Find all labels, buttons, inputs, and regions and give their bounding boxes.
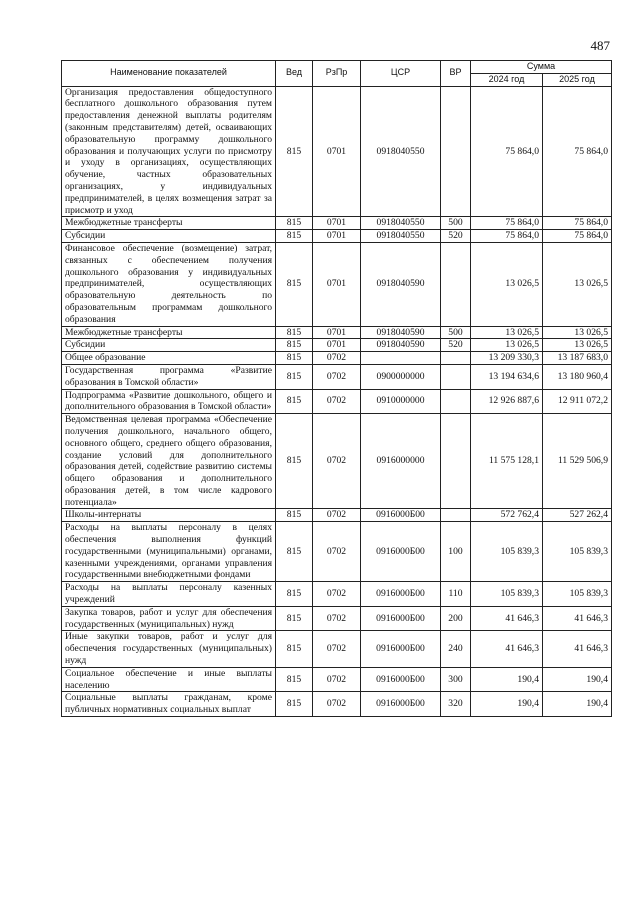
table-row — [62, 242, 612, 326]
table-row — [62, 509, 612, 522]
row-vr: 300 — [441, 667, 471, 692]
row-sum-2024: 13 026,5 — [471, 326, 543, 339]
header-csr: ЦСР — [361, 61, 441, 87]
row-name: Ведомственная целевая программа «Обеспечение получения дошкольного, начального общего, основного общего, среднего общего образования, создание условий для дополнительного образования детей, содействие развитию системы общего образования и дополнительного образования детей, в том числе кадрового потенциала» — [62, 414, 276, 509]
row-sum-2025: 13 026,5 — [543, 242, 612, 326]
header-ved: Вед — [276, 61, 313, 87]
row-vr: 520 — [441, 339, 471, 352]
row-name: Расходы на выплаты персоналу казенных учреждений — [62, 582, 276, 607]
row-name: Государственная программа «Развитие образования в Томской области» — [62, 364, 276, 389]
row-ved: 815 — [276, 692, 313, 717]
row-sum-2024: 41 646,3 — [471, 606, 543, 631]
row-ved: 815 — [276, 667, 313, 692]
row-rzpr: 0702 — [313, 389, 361, 414]
row-rzpr: 0702 — [313, 522, 361, 582]
row-sum-2025: 190,4 — [543, 667, 612, 692]
row-sum-2025: 190,4 — [543, 692, 612, 717]
row-csr: 0916000Б00 — [361, 606, 441, 631]
table-row — [62, 522, 612, 582]
row-name: Иные закупки товаров, работ и услуг для обеспечения государственных (муниципальных) нужд — [62, 631, 276, 667]
row-rzpr: 0702 — [313, 509, 361, 522]
row-sum-2025: 527 262,4 — [543, 509, 612, 522]
row-vr: 200 — [441, 606, 471, 631]
header-rzpr: РзПр — [313, 61, 361, 87]
row-vr — [441, 389, 471, 414]
row-sum-2025: 11 529 506,9 — [543, 414, 612, 509]
row-name: Межбюджетные трансферты — [62, 326, 276, 339]
row-sum-2025: 13 026,5 — [543, 339, 612, 352]
row-name: Социальное обеспечение и иные выплаты населению — [62, 667, 276, 692]
row-vr: 100 — [441, 522, 471, 582]
row-sum-2024: 190,4 — [471, 667, 543, 692]
row-sum-2025: 75 864,0 — [543, 86, 612, 217]
row-name: Субсидии — [62, 230, 276, 243]
row-rzpr: 0702 — [313, 692, 361, 717]
row-name: Общее образование — [62, 352, 276, 365]
row-ved: 815 — [276, 364, 313, 389]
row-csr: 0918040550 — [361, 217, 441, 230]
table-header — [62, 61, 612, 87]
row-name: Социальные выплаты гражданам, кроме публичных нормативных социальных выплат — [62, 692, 276, 717]
row-name: Финансовое обеспечение (возмещение) затрат, связанных с обеспечением получения дошкольного образования у индивидуальных предпринимателей, осуществляющих образовательную деятельность по образовательным программам дошкольного образования — [62, 242, 276, 326]
row-rzpr: 0701 — [313, 86, 361, 217]
row-ved: 815 — [276, 509, 313, 522]
row-vr — [441, 414, 471, 509]
row-name: Закупка товаров, работ и услуг для обеспечения государственных (муниципальных) нужд — [62, 606, 276, 631]
row-csr: 0918040590 — [361, 326, 441, 339]
row-vr — [441, 364, 471, 389]
row-csr: 0910000000 — [361, 389, 441, 414]
table-row — [62, 364, 612, 389]
row-sum-2025: 75 864,0 — [543, 217, 612, 230]
row-vr: 500 — [441, 326, 471, 339]
row-sum-2024: 11 575 128,1 — [471, 414, 543, 509]
row-ved: 815 — [276, 217, 313, 230]
row-ved: 815 — [276, 582, 313, 607]
row-sum-2024: 13 026,5 — [471, 242, 543, 326]
row-sum-2024: 41 646,3 — [471, 631, 543, 667]
row-ved: 815 — [276, 326, 313, 339]
row-sum-2025: 13 026,5 — [543, 326, 612, 339]
row-ved: 815 — [276, 414, 313, 509]
row-sum-2025: 13 187 683,0 — [543, 352, 612, 365]
row-csr: 0916000000 — [361, 414, 441, 509]
row-ved: 815 — [276, 242, 313, 326]
row-name: Подпрограмма «Развитие дошкольного, общего и дополнительного образования в Томской области» — [62, 389, 276, 414]
row-name: Школы-интернаты — [62, 509, 276, 522]
row-ved: 815 — [276, 606, 313, 631]
row-sum-2024: 12 926 887,6 — [471, 389, 543, 414]
row-csr: 0918040590 — [361, 242, 441, 326]
table-row — [62, 414, 612, 509]
table-row — [62, 217, 612, 230]
page-number: 487 — [590, 38, 610, 53]
row-ved: 815 — [276, 86, 313, 217]
row-csr: 0918040550 — [361, 230, 441, 243]
row-rzpr: 0701 — [313, 339, 361, 352]
row-vr — [441, 509, 471, 522]
row-ved: 815 — [276, 230, 313, 243]
row-rzpr: 0701 — [313, 230, 361, 243]
table-row — [62, 230, 612, 243]
row-csr: 0916000Б00 — [361, 631, 441, 667]
row-csr: 0916000Б00 — [361, 509, 441, 522]
row-vr: 500 — [441, 217, 471, 230]
row-rzpr: 0702 — [313, 631, 361, 667]
row-csr: 0916000Б00 — [361, 582, 441, 607]
table-body — [62, 86, 612, 716]
row-name: Субсидии — [62, 339, 276, 352]
row-rzpr: 0702 — [313, 364, 361, 389]
row-sum-2024: 13 194 634,6 — [471, 364, 543, 389]
row-sum-2025: 75 864,0 — [543, 230, 612, 243]
table-row — [62, 326, 612, 339]
row-rzpr: 0702 — [313, 606, 361, 631]
row-csr: 0916000Б00 — [361, 522, 441, 582]
budget-table — [61, 60, 612, 717]
row-sum-2024: 75 864,0 — [471, 230, 543, 243]
row-sum-2025: 41 646,3 — [543, 631, 612, 667]
header-year-2024: 2024 год — [471, 73, 543, 86]
row-vr: 110 — [441, 582, 471, 607]
row-sum-2025: 41 646,3 — [543, 606, 612, 631]
row-sum-2025: 105 839,3 — [543, 582, 612, 607]
row-rzpr: 0702 — [313, 414, 361, 509]
row-csr: 0918040550 — [361, 86, 441, 217]
table-row — [62, 352, 612, 365]
row-vr: 520 — [441, 230, 471, 243]
row-ved: 815 — [276, 339, 313, 352]
row-sum-2024: 572 762,4 — [471, 509, 543, 522]
row-rzpr: 0701 — [313, 326, 361, 339]
header-year-2025: 2025 год — [543, 73, 612, 86]
row-sum-2024: 105 839,3 — [471, 582, 543, 607]
table-row — [62, 389, 612, 414]
row-ved: 815 — [276, 389, 313, 414]
table-row — [62, 606, 612, 631]
row-csr: 0918040590 — [361, 339, 441, 352]
row-rzpr: 0702 — [313, 352, 361, 365]
row-sum-2024: 75 864,0 — [471, 86, 543, 217]
row-csr: 0916000Б00 — [361, 667, 441, 692]
row-ved: 815 — [276, 522, 313, 582]
row-ved: 815 — [276, 352, 313, 365]
header-name: Наименование показателей — [62, 61, 276, 87]
row-sum-2024: 13 026,5 — [471, 339, 543, 352]
row-sum-2025: 13 180 960,4 — [543, 364, 612, 389]
table-row — [62, 631, 612, 667]
row-rzpr: 0702 — [313, 667, 361, 692]
row-vr — [441, 86, 471, 217]
row-csr — [361, 352, 441, 365]
row-vr: 240 — [441, 631, 471, 667]
row-ved: 815 — [276, 631, 313, 667]
row-sum-2024: 75 864,0 — [471, 217, 543, 230]
row-rzpr: 0701 — [313, 217, 361, 230]
row-rzpr: 0702 — [313, 582, 361, 607]
table-row — [62, 339, 612, 352]
row-csr: 0900000000 — [361, 364, 441, 389]
table-row — [62, 582, 612, 607]
row-vr: 320 — [441, 692, 471, 717]
row-sum-2024: 105 839,3 — [471, 522, 543, 582]
row-vr — [441, 352, 471, 365]
row-rzpr: 0701 — [313, 242, 361, 326]
table-row — [62, 86, 612, 217]
row-sum-2024: 13 209 330,3 — [471, 352, 543, 365]
table-row — [62, 692, 612, 717]
row-name: Расходы на выплаты персоналу в целях обеспечения выполнения функций государственными (муниципальными) органами, казенными учреждениями, органами управления государственными внебюджетными фондами — [62, 522, 276, 582]
row-name: Организация предоставления общедоступного бесплатного дошкольного образования путем предоставления денежной выплаты родителям (законным представителям) детей, осваивающих образовательную программу дошкольного образования и получающих услуги по присмотру и уходу в организациях, осуществляющих обучение, частных образовательных организациях, у индивидуальных предпринимателей, в целях возмещения затрат за присмотр и уход — [62, 86, 276, 217]
row-name: Межбюджетные трансферты — [62, 217, 276, 230]
header-sum: Сумма — [471, 61, 612, 74]
header-vr: ВР — [441, 61, 471, 87]
row-csr: 0916000Б00 — [361, 692, 441, 717]
row-vr — [441, 242, 471, 326]
table-row — [62, 667, 612, 692]
row-sum-2025: 105 839,3 — [543, 522, 612, 582]
row-sum-2024: 190,4 — [471, 692, 543, 717]
row-sum-2025: 12 911 072,2 — [543, 389, 612, 414]
